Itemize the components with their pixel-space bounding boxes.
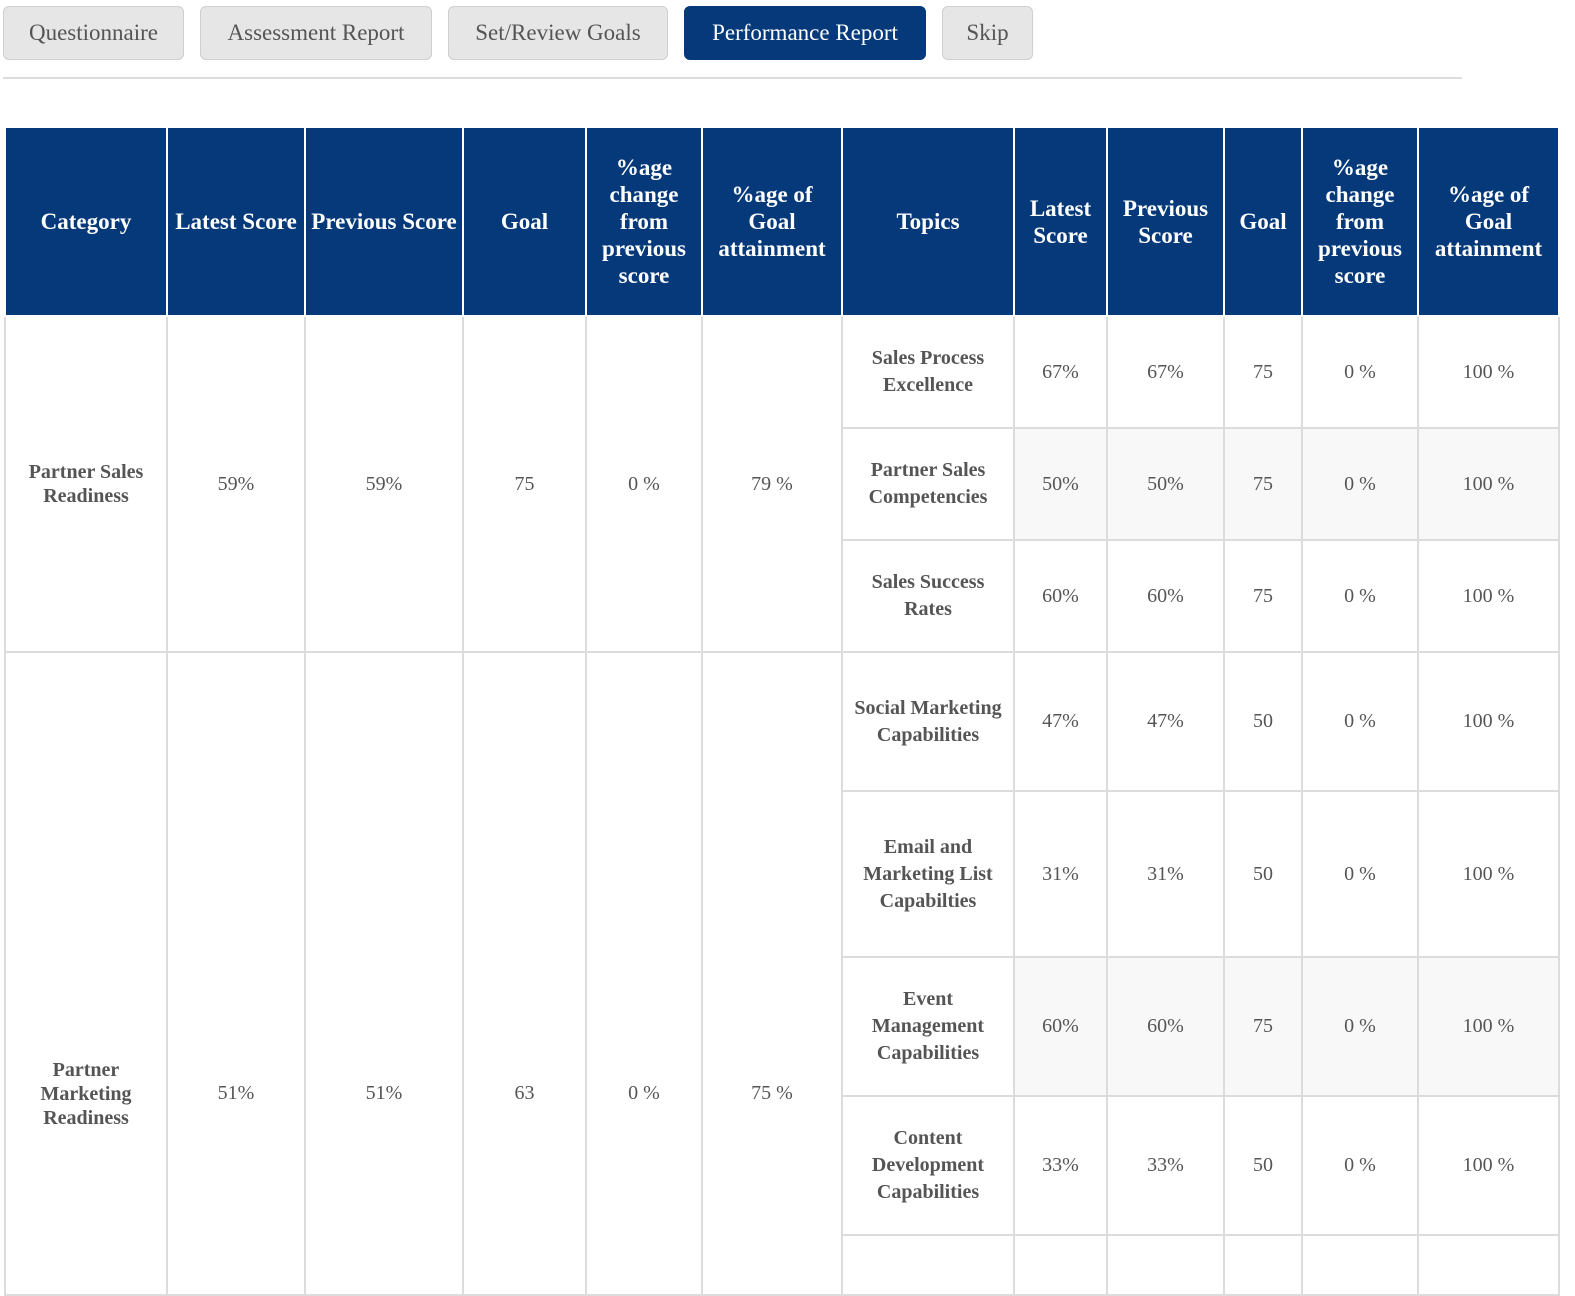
tab-questionnaire[interactable]: Questionnaire <box>3 6 184 60</box>
topic-goal: 75 <box>1224 957 1302 1096</box>
topic-pct-goal-attainment: 100 % <box>1418 1096 1559 1235</box>
topic-pct-goal-attainment: 100 % <box>1418 316 1559 428</box>
header-topic-pct-goal-attainment: %age of Goal attainment <box>1418 127 1559 316</box>
header-row <box>5 127 1559 316</box>
topic-goal: 75 <box>1224 540 1302 652</box>
topic-link[interactable]: Email and Marketing List Capabilties <box>842 791 1014 957</box>
topic-goal: 50 <box>1224 1096 1302 1235</box>
header-topic-previous-score: Previous Score <box>1107 127 1224 316</box>
topic-latest-score: 67% <box>1014 316 1107 428</box>
topic-latest-score: 50% <box>1014 428 1107 540</box>
topic-pct-change <box>1302 1235 1418 1295</box>
topic-previous-score: 67% <box>1107 316 1224 428</box>
topic-previous-score: 31% <box>1107 791 1224 957</box>
header-topic-latest-score: Latest Score <box>1014 127 1107 316</box>
topic-latest-score: 60% <box>1014 540 1107 652</box>
category-goal: 75 <box>463 316 586 652</box>
tab-performance-report[interactable]: Performance Report <box>684 6 926 60</box>
topic-pct-goal-attainment: 100 % <box>1418 428 1559 540</box>
topic-pct-change: 0 % <box>1302 957 1418 1096</box>
topic-goal: 50 <box>1224 652 1302 791</box>
topic-pct-change: 0 % <box>1302 428 1418 540</box>
category-latest-score: 51% <box>167 652 305 1295</box>
header-pct-goal-attainment: %age of Goal attainment <box>702 127 842 316</box>
topic-latest-score <box>1014 1235 1107 1295</box>
topic-pct-change: 0 % <box>1302 1096 1418 1235</box>
table-row <box>5 652 1559 791</box>
topic-pct-change: 0 % <box>1302 540 1418 652</box>
category-name: Partner Sales Readiness <box>5 316 167 652</box>
topic-pct-change: 0 % <box>1302 652 1418 791</box>
topic-goal: 75 <box>1224 428 1302 540</box>
category-pct-change: 0 % <box>586 652 702 1295</box>
topic-pct-change: 0 % <box>1302 316 1418 428</box>
category-latest-score: 59% <box>167 316 305 652</box>
topic-pct-goal-attainment <box>1418 1235 1559 1295</box>
topic-previous-score: 47% <box>1107 652 1224 791</box>
topic-link[interactable]: Sales Process Excellence <box>842 316 1014 428</box>
topic-latest-score: 31% <box>1014 791 1107 957</box>
topic-pct-goal-attainment: 100 % <box>1418 540 1559 652</box>
topic-latest-score: 60% <box>1014 957 1107 1096</box>
header-topic-goal: Goal <box>1224 127 1302 316</box>
topic-pct-goal-attainment: 100 % <box>1418 957 1559 1096</box>
topic-pct-change: 0 % <box>1302 791 1418 957</box>
header-latest-score: Latest Score <box>167 127 305 316</box>
performance-report-table <box>4 126 1560 1296</box>
header-pct-change: %age change from previous score <box>586 127 702 316</box>
category-pct-change: 0 % <box>586 316 702 652</box>
topic-latest-score: 33% <box>1014 1096 1107 1235</box>
category-pct-goal-attainment: 75 % <box>702 652 842 1295</box>
topic-link[interactable]: Content Development Capabilities <box>842 1096 1014 1235</box>
topic-goal: 75 <box>1224 316 1302 428</box>
topic-link <box>842 1235 1014 1295</box>
topic-link[interactable]: Event Management Capabilities <box>842 957 1014 1096</box>
category-name: Partner Marketing Readiness <box>5 652 167 1295</box>
tabs-divider <box>3 77 1462 79</box>
topic-previous-score: 50% <box>1107 428 1224 540</box>
header-previous-score: Previous Score <box>305 127 463 316</box>
category-goal: 63 <box>463 652 586 1295</box>
tab-skip[interactable]: Skip <box>942 6 1033 60</box>
topic-previous-score: 60% <box>1107 540 1224 652</box>
topic-link[interactable]: Partner Sales Competencies <box>842 428 1014 540</box>
topic-latest-score: 47% <box>1014 652 1107 791</box>
topic-link[interactable]: Sales Success Rates <box>842 540 1014 652</box>
topic-previous-score: 33% <box>1107 1096 1224 1235</box>
header-category: Category <box>5 127 167 316</box>
topic-pct-goal-attainment: 100 % <box>1418 652 1559 791</box>
topic-link[interactable]: Social Marketing Capabilities <box>842 652 1014 791</box>
table-row <box>5 316 1559 428</box>
tab-set-review-goals[interactable]: Set/Review Goals <box>448 6 668 60</box>
topic-pct-goal-attainment: 100 % <box>1418 791 1559 957</box>
category-pct-goal-attainment: 79 % <box>702 316 842 652</box>
topic-previous-score <box>1107 1235 1224 1295</box>
category-previous-score: 51% <box>305 652 463 1295</box>
topic-previous-score: 60% <box>1107 957 1224 1096</box>
topic-goal: 50 <box>1224 791 1302 957</box>
topic-goal <box>1224 1235 1302 1295</box>
header-topics: Topics <box>842 127 1014 316</box>
tab-assessment-report[interactable]: Assessment Report <box>200 6 432 60</box>
category-previous-score: 59% <box>305 316 463 652</box>
header-topic-pct-change: %age change from previous score <box>1302 127 1418 316</box>
header-goal: Goal <box>463 127 586 316</box>
